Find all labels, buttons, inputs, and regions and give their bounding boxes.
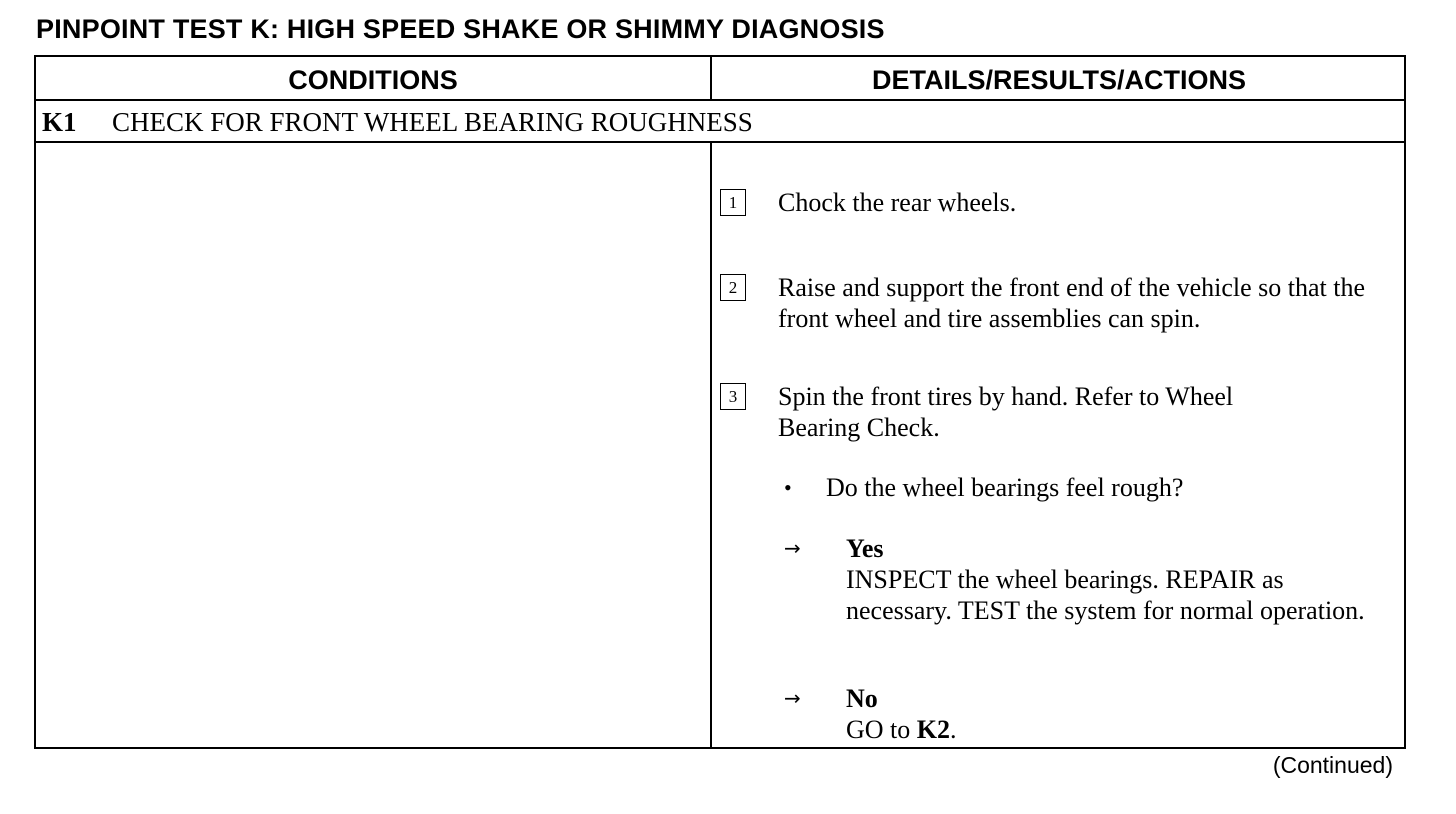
table-header-row (36, 57, 1404, 101)
result-action-prefix: GO to (846, 715, 917, 744)
step-text: Spin the front tires by hand. Refer to Wheel Bearing Check. (778, 382, 1234, 442)
section-row (36, 101, 1404, 143)
details-cell (712, 143, 1406, 747)
page-title: PINPOINT TEST K: HIGH SPEED SHAKE OR SHIMMY DIAGNOSIS (36, 14, 885, 44)
step-number-box: 3 (720, 383, 746, 410)
result-action-text: INSPECT the wheel bearings. REPAIR as necessary. TEST the system for normal operation. (846, 565, 1365, 625)
continued-label: (Continued) (1272, 752, 1393, 778)
step-text: Chock the rear wheels. (778, 188, 1017, 217)
table-body-row (36, 143, 1404, 747)
result-label: No (846, 684, 878, 713)
result-action (846, 564, 1386, 626)
arrow-right-icon: → (784, 536, 801, 560)
conditions-header: CONDITIONS (288, 65, 458, 95)
result-action (846, 714, 1386, 745)
section-id: K1 (42, 107, 77, 137)
arrow-right-icon: → (784, 686, 801, 710)
question-text: Do the wheel bearings feel rough? (826, 473, 1184, 502)
step-number-box: 1 (720, 189, 746, 216)
details-header: DETAILS/RESULTS/ACTIONS (871, 65, 1246, 95)
result-label: Yes (846, 534, 884, 563)
conditions-cell (36, 143, 710, 747)
result-action-suffix: . (950, 715, 957, 744)
step-text: Raise and support the front end of the vehicle so that the front wheel and tire assemblies can spin. (778, 273, 1366, 333)
step-reference-link: K2 (916, 715, 951, 744)
step-number-box: 2 (720, 274, 746, 301)
bullet-icon: • (784, 475, 792, 500)
pinpoint-test-table (34, 55, 1406, 749)
section-title: CHECK FOR FRONT WHEEL BEARING ROUGHNESS (112, 107, 753, 137)
